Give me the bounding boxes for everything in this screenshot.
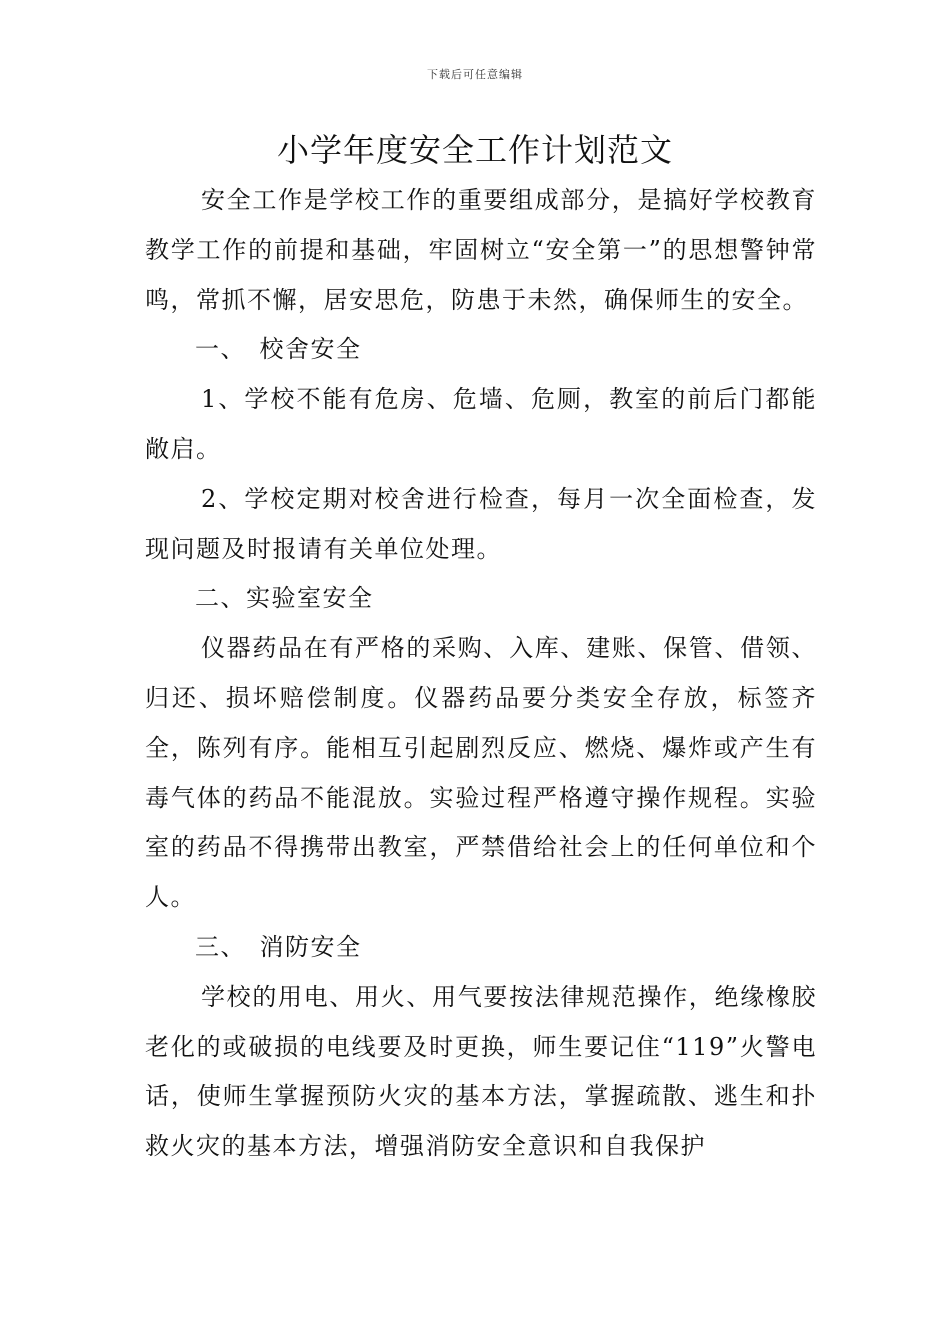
list-item-paragraph: 1、学校不能有危房、危墙、危厕，教室的前后门都能敞启。: [145, 385, 817, 463]
fire-safety-paragraph: 学校的用电、用火、用气要按法律规范操作，绝缘橡胶老化的或破损的电线要及时更换，师生要记住“119”火警电话，使师生掌握预防火灾的基本方法，掌握疏散、逃生和扑救火灾的基本方法，增强消防安全意识和自我保护: [145, 982, 817, 1161]
section-heading-fire-safety: 三、 消防安全: [195, 932, 362, 961]
list-item-paragraph: 2、学校定期对校舍进行检查，每月一次全面检查，发现问题及时报请有关单位处理。: [145, 484, 817, 563]
section-heading-school-buildings: 一、 校舍安全: [195, 335, 362, 364]
laboratory-paragraph: 仪器药品在有严格的采购、入库、建账、保管、借领、归还、损坏赔偿制度。仪器药品要分类安全存放，标签齐全，陈列有序。能相互引起剧烈反应、燃烧、爆炸或产生有毒气体的药品不能混放。实验过程严格遵守操作规程。实验室的药品不得携带出教室，严禁借给社会上的任何单位和个人。: [145, 634, 817, 912]
section-heading-laboratory: 二、实验室安全: [195, 584, 374, 613]
document-title: 小学年度安全工作计划范文: [276, 131, 673, 169]
document-body: [145, 176, 817, 1172]
header-note: 下载后可任意编辑: [427, 68, 523, 81]
intro-paragraph: 安全工作是学校工作的重要组成部分，是搞好学校教育教学工作的前提和基础，牢固树立“安全第一”的思想警钟常鸣，常抓不懈，居安思危，防患于未然，确保师生的安全。: [145, 186, 817, 314]
